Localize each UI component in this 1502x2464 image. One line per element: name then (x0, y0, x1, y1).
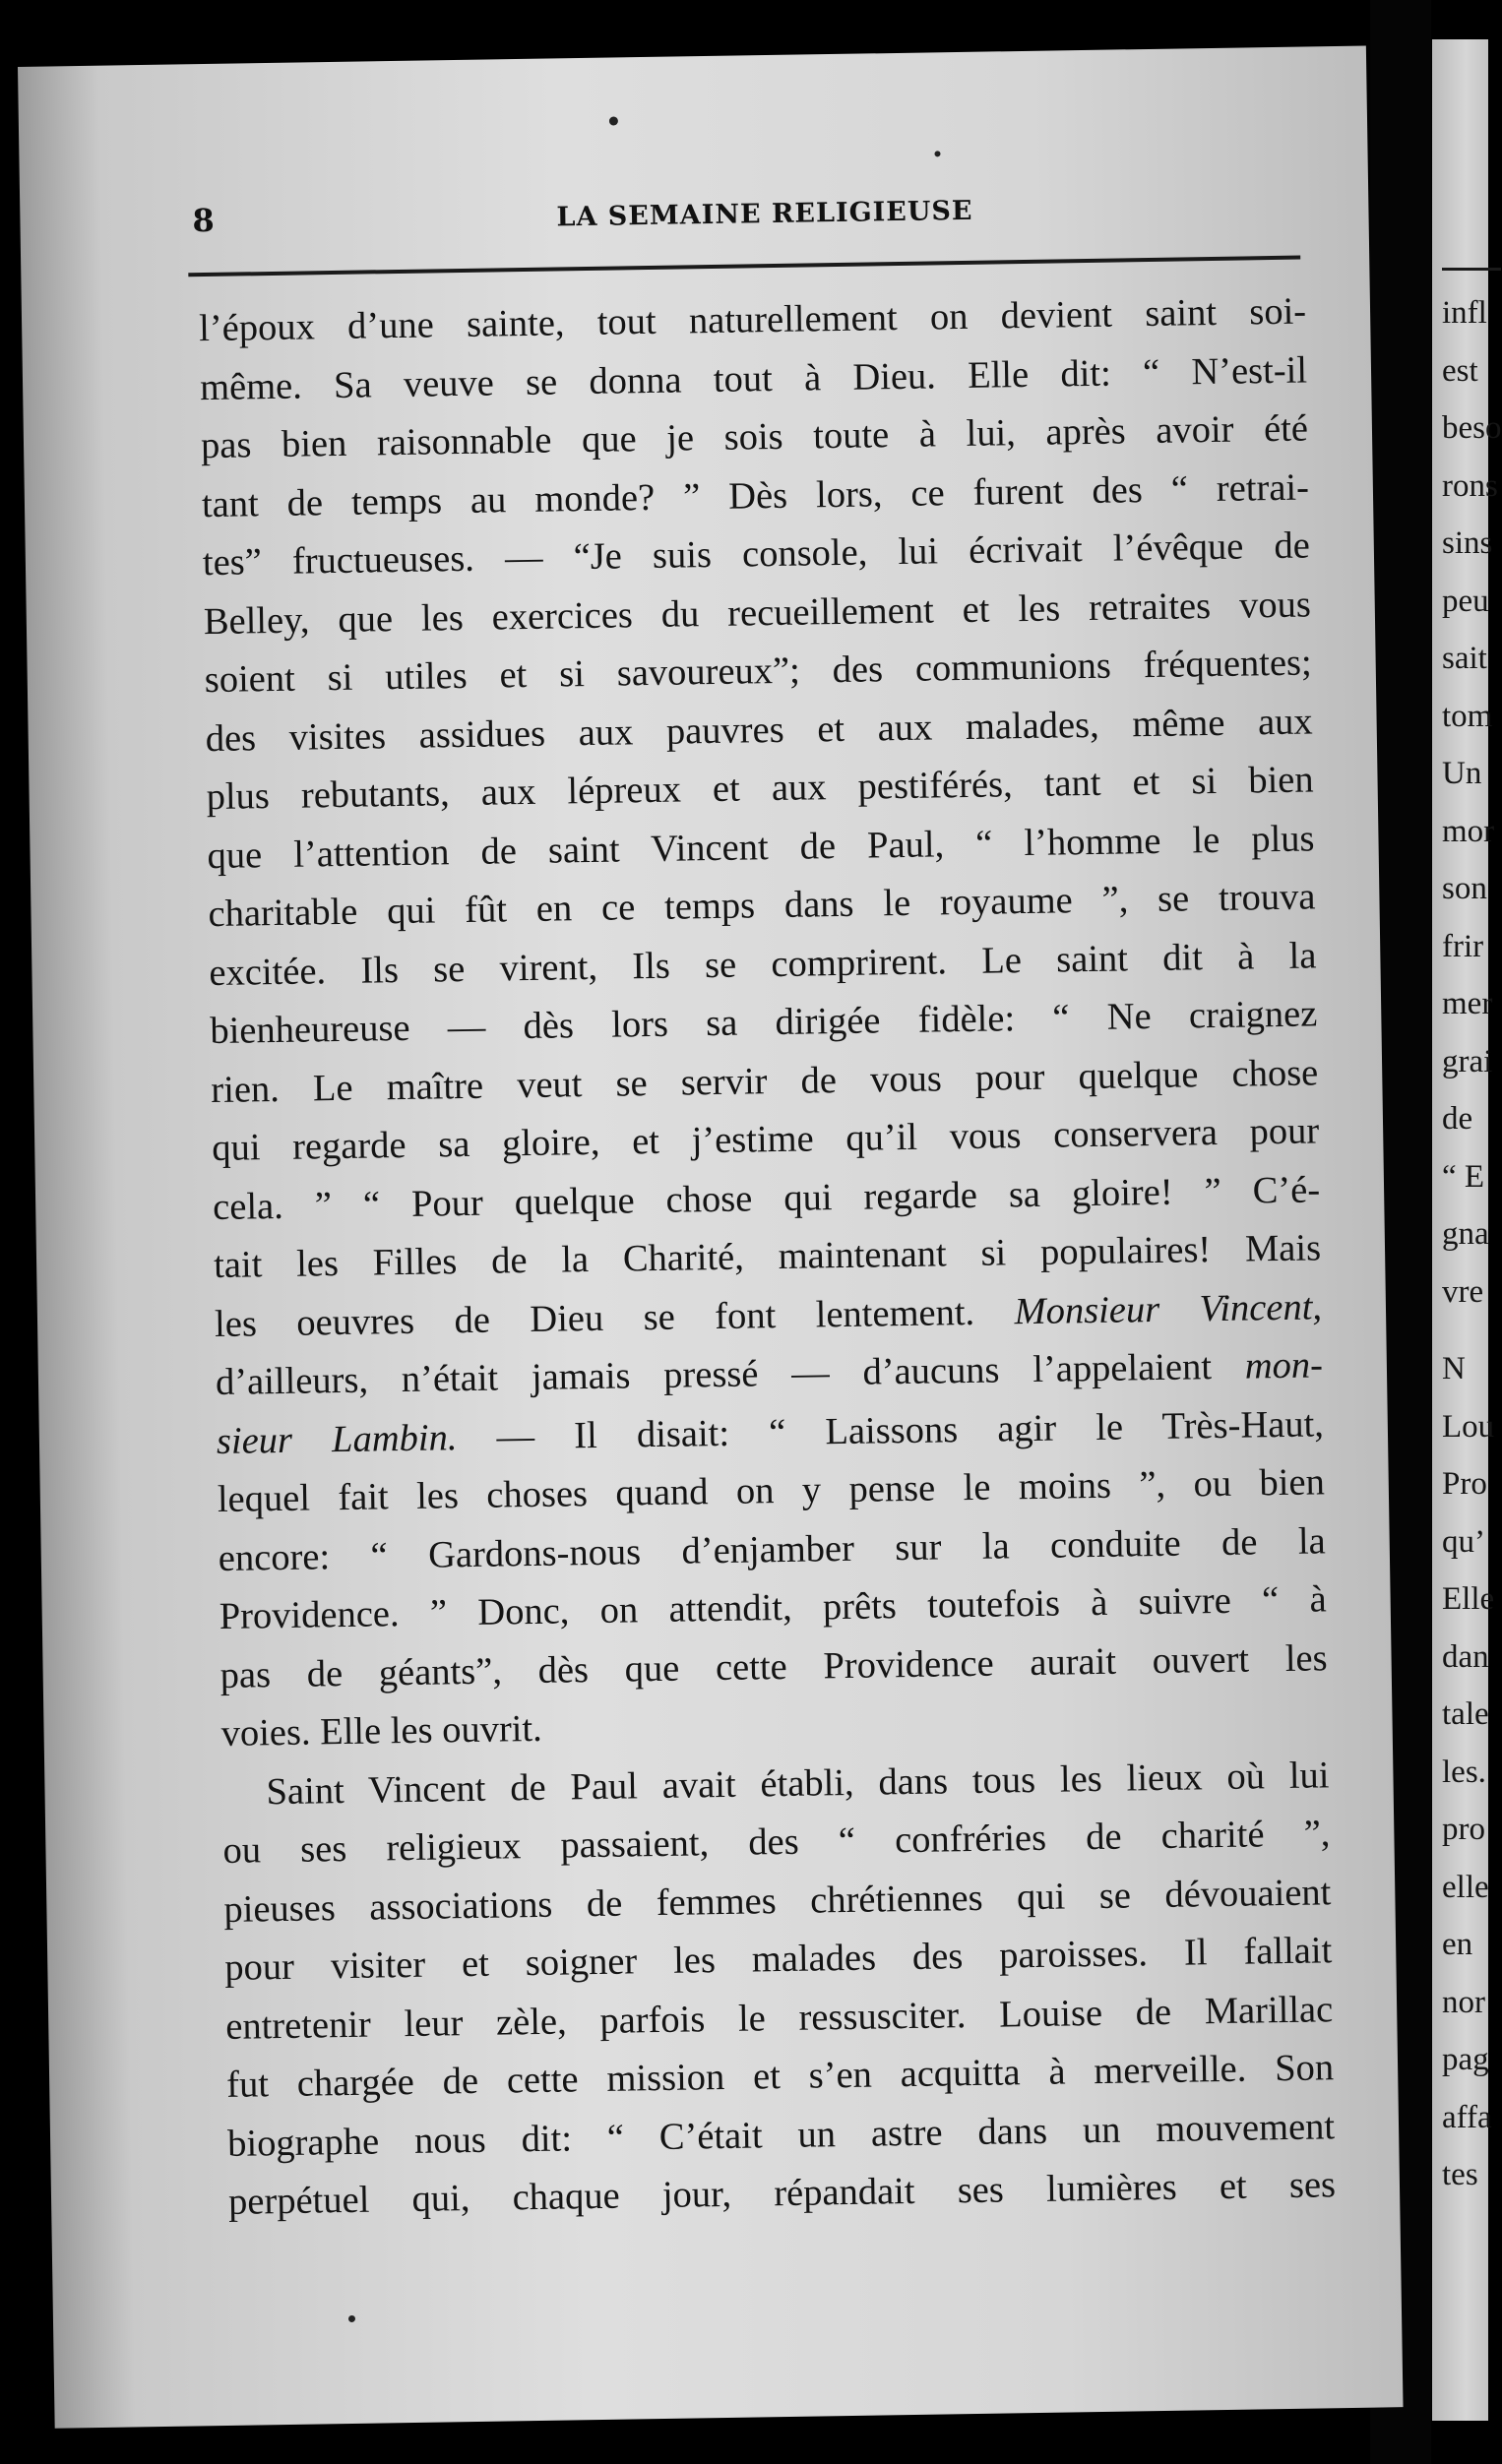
text-line: bienheureuse — dès lors sa dirigée fidèle: “ Ne craignez (210, 993, 1318, 1053)
facing-page-fragment: infl (1442, 295, 1487, 331)
facing-page-fragment: Elle (1442, 1581, 1495, 1617)
text-line: soient si utiles et si savoureux”; des communions fréquentes; (204, 642, 1313, 702)
text-line: perpétuel qui, chaque jour, répandait ses lumières et ses (227, 2164, 1337, 2223)
facing-page-fragment: sins (1442, 525, 1493, 561)
text-line: tant de temps au monde? ” Dès lors, ce furent des “ retrai- (201, 465, 1310, 525)
text-segment: les oeuvres de Dieu se font lentement. (214, 1291, 975, 1345)
text-line: ou ses religieux passaient, des “ confréries de charité ”, (222, 1813, 1331, 1872)
italic-text: mon- (1244, 1344, 1324, 1387)
text-line: Belley, que les exercices du recueillement et les retraites vous (203, 583, 1312, 643)
facing-page-fragment: tale (1442, 1696, 1489, 1732)
text-line: tait les Filles de la Charité, maintenant si populaires! Mais (213, 1227, 1322, 1287)
facing-page-fragment: dan (1442, 1638, 1489, 1675)
facing-page-fragment: grai (1442, 1043, 1493, 1079)
text-line: biographe nous dit: “ C’était un astre dans un mouvement (226, 2105, 1336, 2165)
paragraph-1 (199, 282, 1329, 1763)
italic-text: sieur Lambin. (216, 1416, 458, 1462)
text-line: plus rebutants, aux lépreux et aux pestiférés, tant et si bien (206, 759, 1314, 819)
facing-page-fragment: peu (1442, 583, 1489, 619)
text-line: pieuses associations de femmes chrétiennes qui se dévouaient (223, 1871, 1332, 1931)
text-line: rien. Le maître veut se servir de vous pour quelque chose (211, 1051, 1319, 1111)
facing-page-fragment: Lou (1442, 1408, 1495, 1445)
facing-page-fragment: son (1442, 871, 1487, 906)
running-head: LA SEMAINE RELIGIEUSE (556, 195, 973, 233)
text-line: l’époux d’une sainte, tout naturellement on devient saint soi- (198, 290, 1307, 350)
page-number: 8 (192, 201, 216, 240)
facing-page-fragment: sait (1442, 641, 1487, 676)
text-segment: — Il disait: “ Laissons agir le Très-Haut, (496, 1402, 1325, 1458)
facing-page-fragment: qu’ (1442, 1523, 1485, 1560)
facing-page-fragment: affa (1442, 2099, 1492, 2135)
facing-page-fragment: frir (1442, 928, 1484, 964)
text-line: qui regarde sa gloire, et j’estime qu’il vous conservera pour (211, 1110, 1320, 1170)
facing-page-fragment: en (1442, 1927, 1473, 1962)
facing-page-fragment: nor (1442, 1984, 1485, 2020)
scanned-page (18, 45, 1404, 2428)
facing-page-fragment: Un (1442, 756, 1482, 791)
text-line: voies. Elle les ouvrit. (220, 1707, 543, 1755)
text-line: lequel fait les choses quand on y pense le moins ”, ou bien (217, 1461, 1326, 1520)
text-segment: d’ailleurs, n’était jamais pressé — d’aucuns l’appelaient (215, 1346, 1213, 1404)
text-line: pas de géants”, dès que cette Providence aurait ouvert les (219, 1636, 1328, 1696)
scan-speck (934, 151, 940, 156)
italic-text: Monsieur Vincent, (1014, 1285, 1323, 1332)
facing-page-fragment: de (1442, 1101, 1473, 1137)
body-text (199, 282, 1337, 2232)
facing-page-fragment: pro (1442, 1812, 1485, 1847)
scan-speck (348, 2315, 355, 2322)
facing-page-fragment: Pro (1442, 1466, 1487, 1502)
facing-page-fragment: beso (1442, 410, 1502, 446)
facing-page-fragment: mor (1442, 813, 1495, 849)
facing-page-fragment: vre (1442, 1273, 1484, 1310)
text-line: fut chargée de cette mission et s’en acquitta à merveille. Son (225, 2047, 1335, 2106)
text-line: tes” fructueuses. — “Je suis console, lui écrivait l’évêque de (202, 524, 1311, 585)
facing-page-fragment: rons (1442, 467, 1498, 504)
text-line: encore: “ Gardons-nous d’enjamber sur la conduite de la (218, 1519, 1327, 1579)
text-line: pas bien raisonnable que je sois toute à lui, après avoir été (200, 407, 1309, 467)
facing-page-fragment: est (1442, 352, 1478, 389)
facing-page-fragment: “ E (1442, 1158, 1485, 1195)
facing-page-fragment: gna (1442, 1216, 1489, 1252)
facing-page-fragment: tes (1442, 2157, 1478, 2192)
scan-speck (609, 116, 618, 125)
text-line: pour visiter et soigner les malades des paroisses. Il fallait (224, 1930, 1333, 1989)
text-line: que l’attention de saint Vincent de Paul, “ l’homme le plus (207, 817, 1315, 877)
header-rule (188, 256, 1300, 277)
paragraph-2 (221, 1747, 1336, 2233)
text-line: Saint Vincent de Paul avait établi, dans tous les lieux où lui (266, 1754, 1330, 1813)
facing-page-fragment: tom (1442, 698, 1493, 734)
page-header (192, 185, 1295, 252)
text-line: excitée. Ils se virent, Ils se comprirent. Le saint dit à la (209, 934, 1317, 994)
text-line: charitable qui fût en ce temps dans le royaume ”, se trouva (208, 876, 1316, 936)
text-line: même. Sa veuve se donna tout à Dieu. Elle dit: “ N’est-il (199, 348, 1308, 408)
facing-page (1432, 39, 1502, 2421)
text-line: cela. ” “ Pour quelque chose qui regarde sa gloire! ” C’é- (212, 1168, 1321, 1228)
text-line: Providence. ” Donc, on attendit, prêts toutefois à suivre “ à (219, 1578, 1327, 1637)
facing-page-fragment: elle (1442, 1869, 1489, 1905)
facing-page-fragment: pag (1442, 2042, 1489, 2077)
text-line: entretenir leur zèle, parfois le ressusciter. Louise de Marillac (224, 1988, 1334, 2048)
facing-page-fragment: N (1442, 1351, 1466, 1386)
facing-page-fragment: les. (1442, 1754, 1486, 1790)
facing-page-fragment: mer (1442, 986, 1493, 1021)
facing-header-rule (1442, 268, 1501, 271)
text-line: des visites assidues aux pauvres et aux malades, même aux (205, 700, 1313, 760)
